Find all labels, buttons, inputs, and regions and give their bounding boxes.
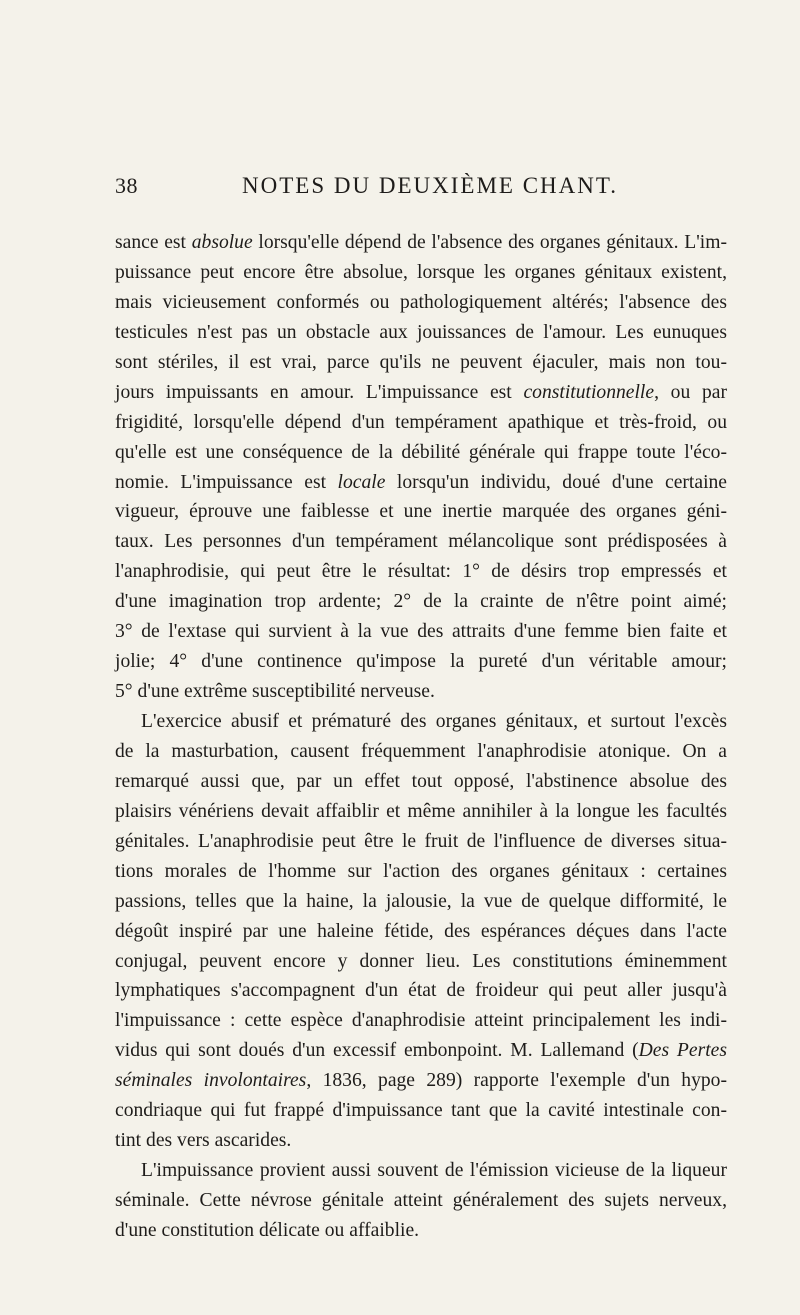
paragraph [115,228,727,707]
text-line: tions morales de l'homme sur l'action des organes génitaux : certaines [115,860,727,882]
paragraph [115,1156,727,1246]
text-line: mais vicieusement conformés ou pathologiquement altérés; l'absence des [115,291,727,313]
text-line: l'impuissance : cette espèce d'anaphrodisie atteint principalement les indi- [115,1010,727,1032]
text-line: lymphatiques s'accompagnent d'un état de froideur qui peut aller jusqu'à [115,980,727,1002]
text-line: conjugal, peuvent encore y donner lieu. Les constitutions éminemment [115,950,727,972]
text-line: d'une imagination trop ardente; 2° de la crainte de n'être point aimé; [115,591,727,613]
running-title: NOTES DU DEUXIÈME CHANT. [242,173,618,198]
text-line: dégoût inspiré par une haleine fétide, des espérances déçues dans l'acte [115,920,727,942]
text-line: de la masturbation, causent fréquemment l'anaphrodisie atonique. On a [115,740,727,762]
text-line: nomie. L'impuissance est locale lorsqu'un individu, doué d'une certaine [115,471,728,493]
text-line: L'impuissance provient aussi souvent de l'émission vicieuse de la liqueur [141,1160,727,1182]
text-line: vidus qui sont doués d'un excessif embonpoint. M. Lallemand (Des Pertes [115,1040,727,1062]
text-line: puissance peut encore être absolue, lorsque les organes génitaux existent, [115,261,727,283]
text-line: 3° de l'extase qui survient à la vue des attraits d'une femme bien faite et [115,621,727,643]
page-number: 38 [115,173,138,198]
text-line: passions, telles que la haine, la jalousie, la vue de quelque difformité, le [115,890,727,912]
text-line: frigidité, lorsqu'elle dépend d'un tempérament apathique et très-froid, ou [115,411,727,433]
text-line: jolie; 4° d'une continence qu'impose la pureté d'un véritable amour; [115,651,727,673]
text-line: sance est absolue lorsqu'elle dépend de l'absence des organes génitaux. L'im- [115,232,728,253]
text-line: remarqué aussi que, par un effet tout opposé, l'abstinence absolue des [115,770,727,792]
text-line: vigueur, éprouve une faiblesse et une inertie marquée des organes géni- [115,501,727,523]
text-line: génitales. L'anaphrodisie peut être le fruit de l'influence de diverses situa- [115,830,727,852]
text-line: taux. Les personnes d'un tempérament mélancolique sont prédisposées à [115,531,727,553]
text-line: jours impuissants en amour. L'impuissance est constitutionnelle, ou par [115,381,728,403]
text-line: d'une constitution délicate ou affaiblie. [115,1219,420,1241]
text-line: tint des vers ascarides. [115,1130,292,1152]
text-line: qu'elle est une conséquence de la débilité générale qui frappe toute l'éco- [115,441,727,463]
text-line: plaisirs vénériens devait affaiblir et même annihiler à la longue les facultés [115,800,727,822]
text-line: séminale. Cette névrose génitale atteint généralement des sujets nerveux, [115,1190,727,1211]
text-line: sont stériles, il est vrai, parce qu'ils ne peuvent éjaculer, mais non tou- [115,351,727,373]
text-line: l'anaphrodisie, qui peut être le résultat: 1° de désirs trop empressés et [115,561,727,583]
text-line: condriaque qui fut frappé d'impuissance tant que la cavité intestinale con- [115,1100,727,1122]
page-header [115,173,725,203]
text-line: 5° d'une extrême susceptibilité nerveuse. [115,681,435,703]
text-line: L'exercice abusif et prématuré des organes génitaux, et surtout l'excès [141,711,727,732]
text-line: testicules n'est pas un obstacle aux jouissances de l'amour. Les eunuques [115,321,727,343]
body-text [115,228,727,1246]
text-line: séminales involontaires, 1836, page 289) rapporte l'exemple d'un hypo- [115,1070,727,1092]
paragraph [115,707,727,1156]
